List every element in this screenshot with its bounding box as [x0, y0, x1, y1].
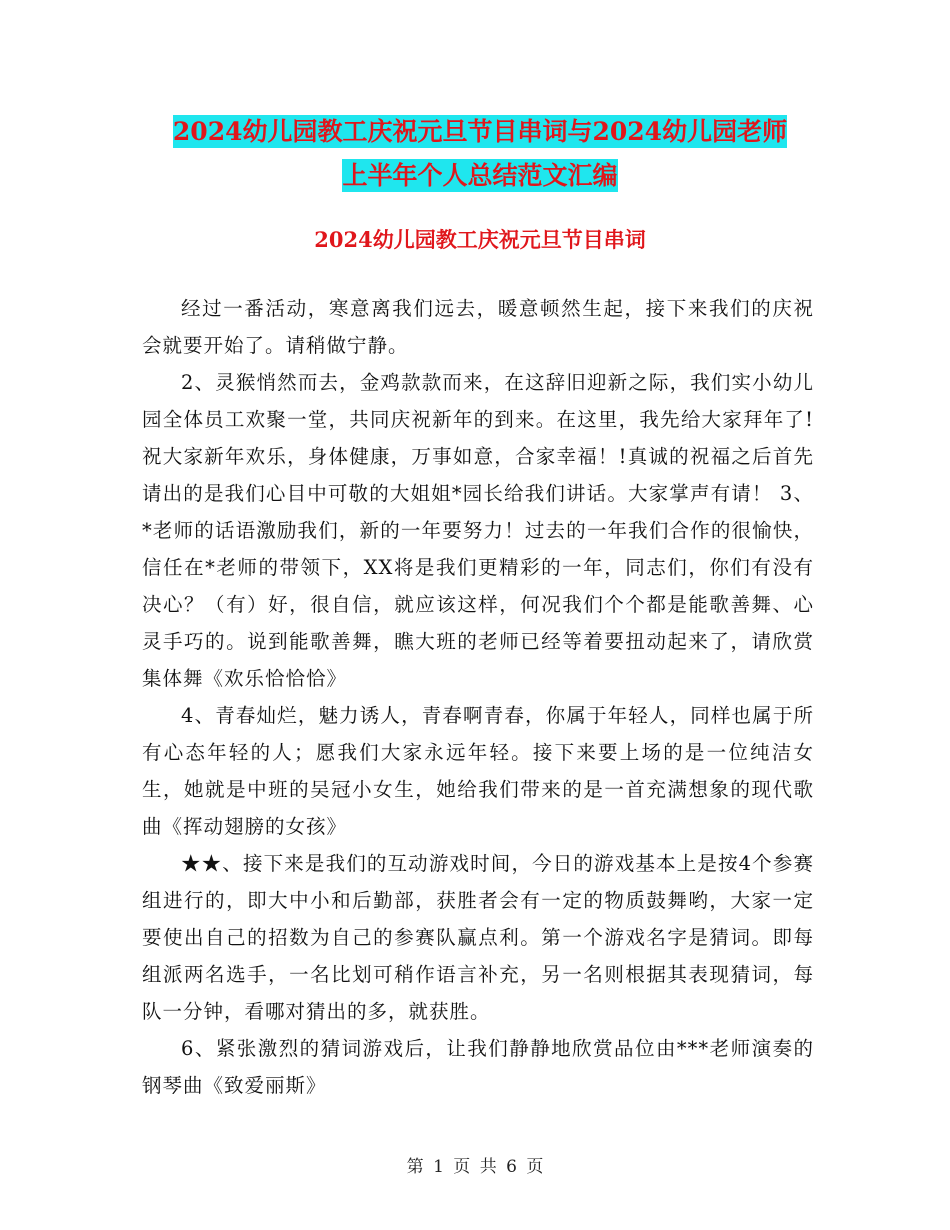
main-title-line-2: 上半年个人总结范文汇编 [342, 161, 618, 190]
page-number-footer: 第 1 页 共 6 页 [406, 1157, 544, 1177]
paragraph: 6、紧张激烈的猜词游戏后，让我们静静地欣赏品位由***老师演奏的钢琴曲《致爱丽斯》 [142, 1037, 814, 1097]
paragraph: 经过一番活动，寒意离我们远去，暖意顿然生起，接下来我们的庆祝会就要开始了。请稍做宁静。 [142, 297, 814, 357]
paragraph: ★★、接下来是我们的互动游戏时间，今日的游戏基本上是按4个参赛组进行的，即大中小和后勤部，获胜者会有一定的物质鼓舞哟，大家一定要使出自己的招数为自己的参赛队赢点利。第一个游戏名字是猜词。即每组派两名选手，一名比划可稍作语言补充，另一名则根据其表现猜词，每队一分钟，看哪对猜出的多，就获胜。 [142, 852, 814, 1023]
main-title-line-1: 2024幼儿园教工庆祝元旦节目串词与2024幼儿园老师 [172, 117, 788, 146]
paragraph: 4、青春灿烂，魅力诱人，青春啊青春，你属于年轻人，同样也属于所有心态年轻的人；愿我们大家永远年轻。接下来要上场的是一位纯洁女生，她就是中班的吴冠小女生，她给我们带来的是一首充满想象的现代歌曲《挥动翅膀的女孩》 [142, 704, 814, 838]
paragraph: 2、灵猴悄然而去，金鸡款款而来，在这辞旧迎新之际，我们实小幼儿园全体员工欢聚一堂，共同庆祝新年的到来。在这里，我先给大家拜年了!祝大家新年欢乐，身体健康，万事如意，合家幸福！!真诚的祝福之后首先请出的是我们心目中可敬的大姐姐*园长给我们讲话。大家掌声有请！ 3、*老师的话语激励我们，新的一年要努力！过去的一年我们合作的很愉快，信任在*老师的带领下，XX将是我们更精彩的一年，同志们，你们有没有决心？（有）好，很自信，就应该这样，何况我们个个都是能歌善舞、心灵手巧的。说到能歌善舞，瞧大班的老师已经等着要扭动起来了，请欣赏集体舞《欢乐恰恰恰》 [142, 371, 814, 690]
section-title: 2024幼儿园教工庆祝元旦节目串词 [314, 227, 646, 252]
body-text [142, 290, 814, 1104]
document-main-title [140, 110, 820, 198]
